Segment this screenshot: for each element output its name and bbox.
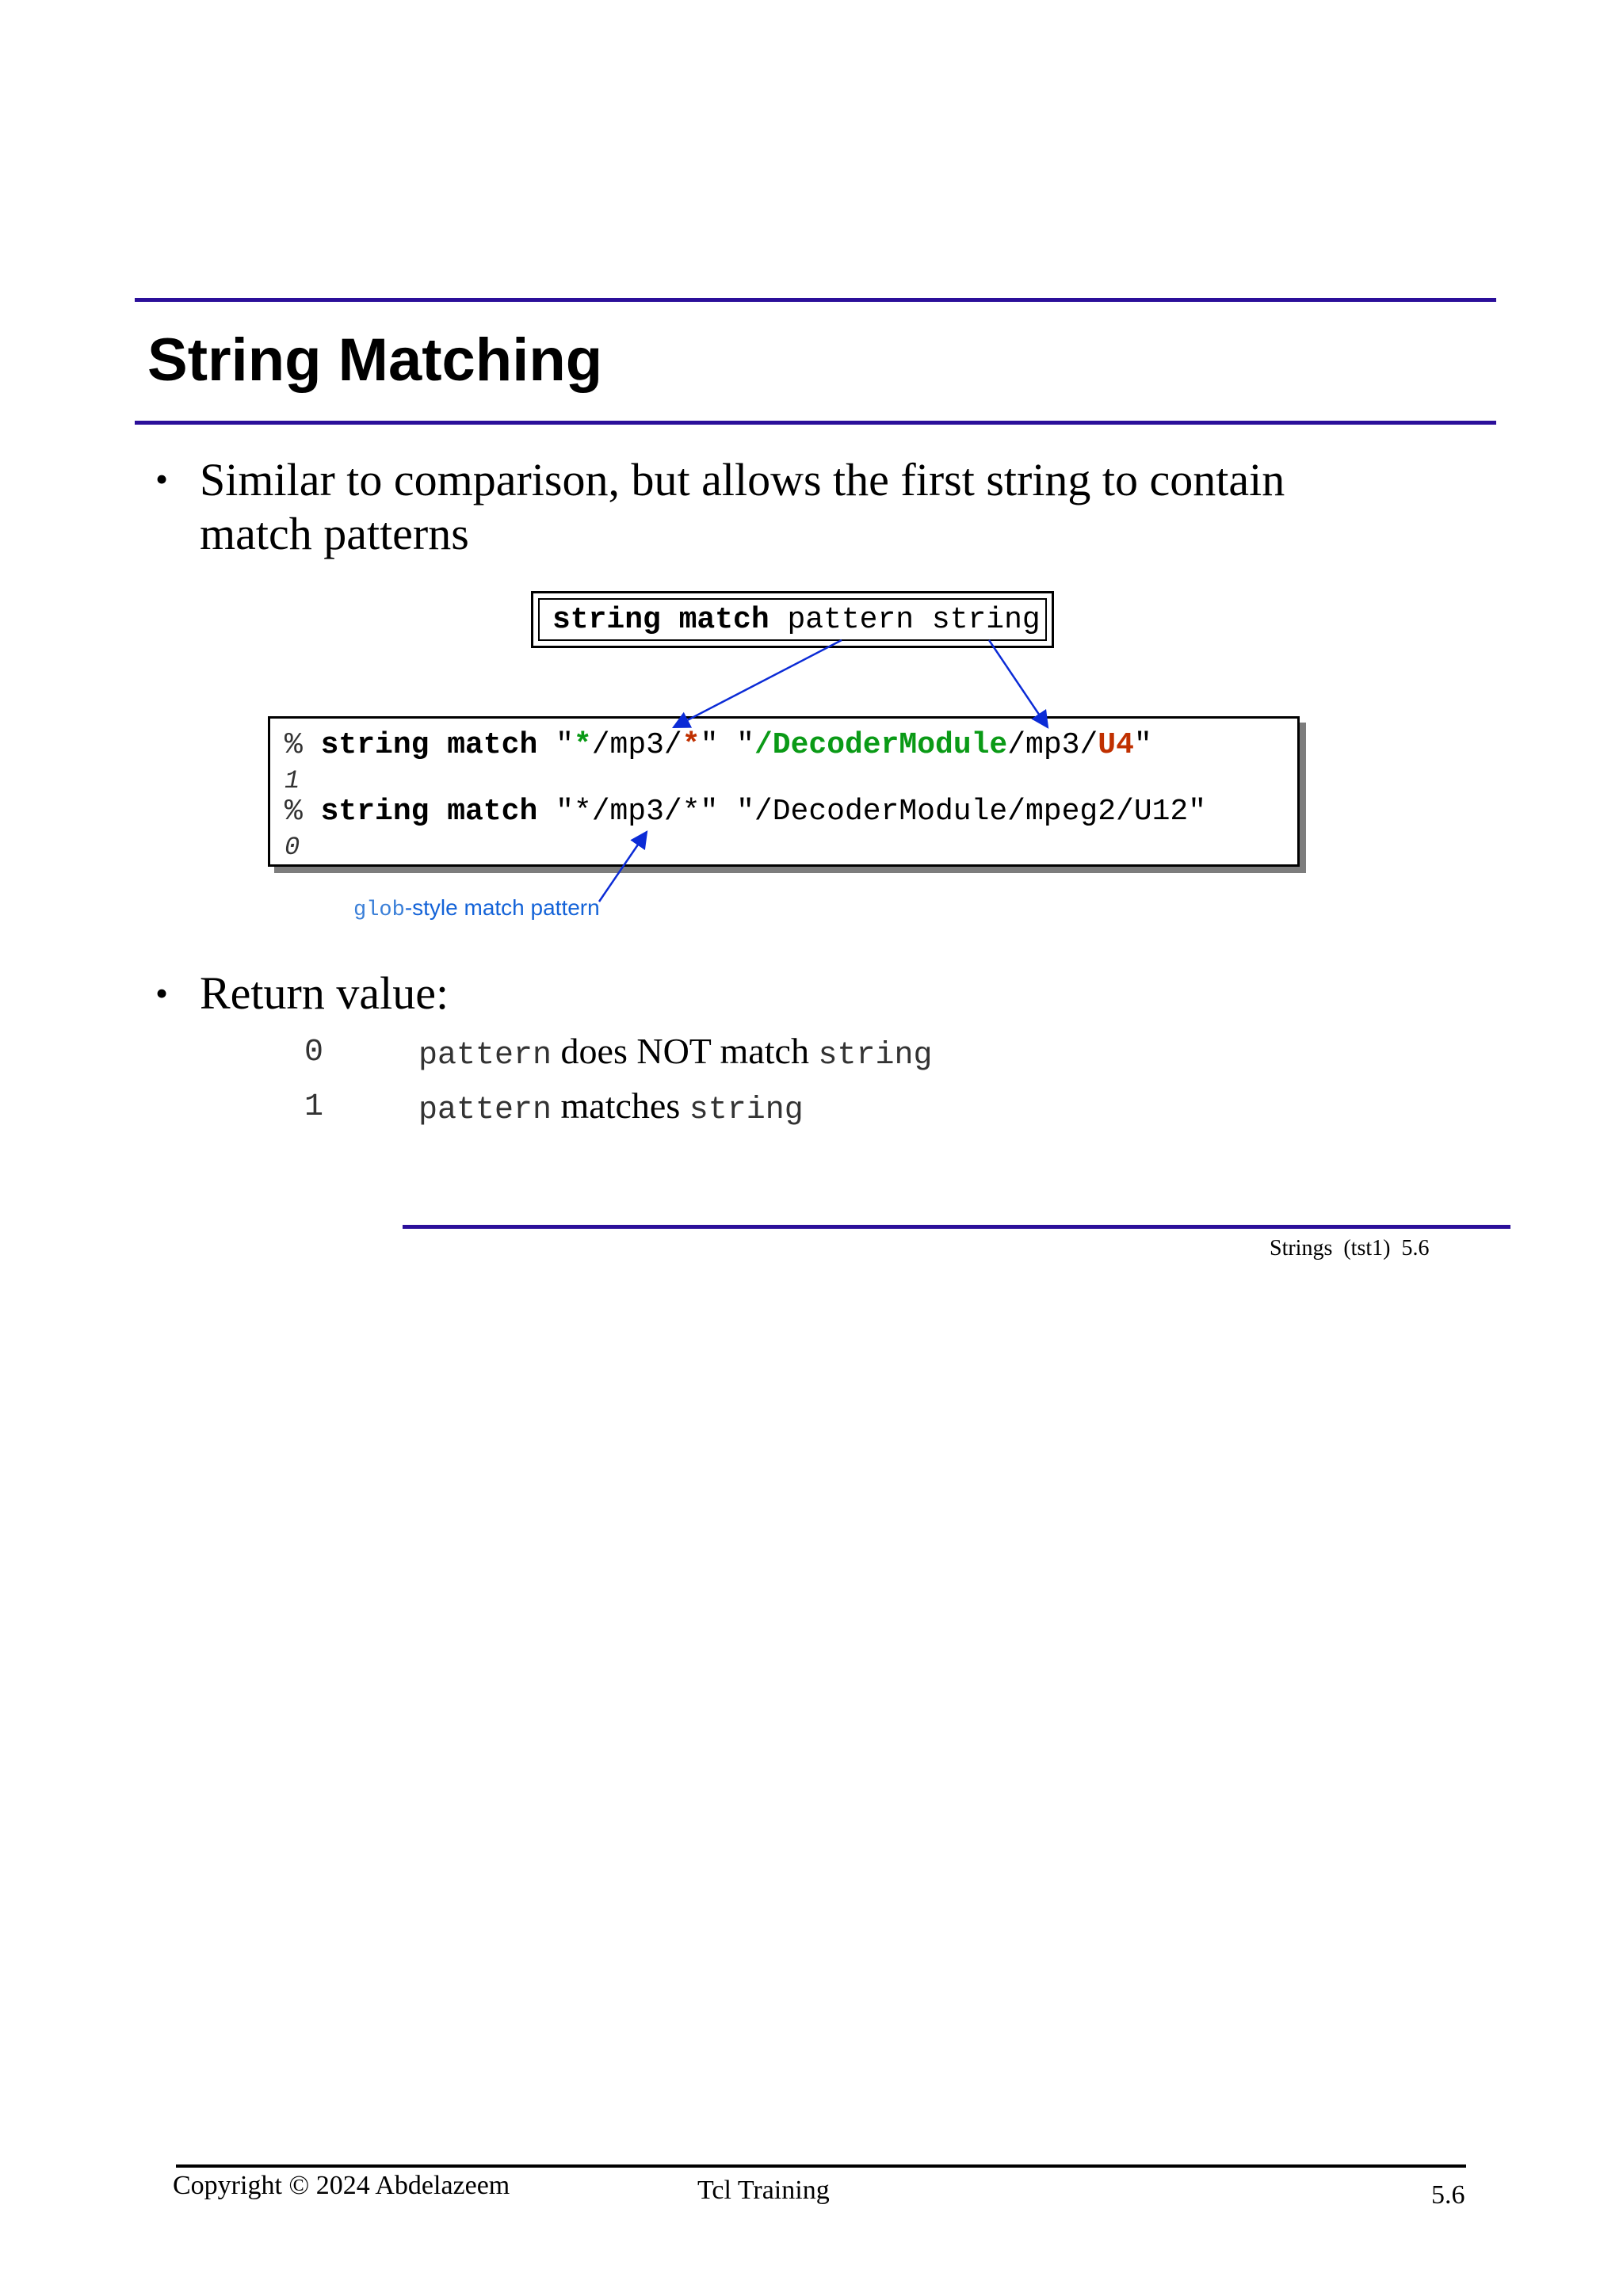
matched-segment-green: /DecoderModule: [754, 728, 1008, 762]
syntax-args: pattern string: [787, 603, 1041, 637]
return-desc-1: [418, 1085, 804, 1128]
bullet-return-value: Return value:: [200, 967, 449, 1019]
rv-word2: string: [689, 1093, 804, 1128]
example-cmd: string match: [320, 795, 538, 829]
arrow-pattern: [674, 640, 842, 727]
section-rule: [403, 1225, 1510, 1229]
return-desc-0: [418, 1030, 932, 1074]
glob-word: glob: [353, 898, 405, 922]
callout-text: -style match pattern: [404, 895, 600, 920]
footer-rule: [176, 2164, 1466, 2168]
return-code-0: 0: [304, 1035, 324, 1070]
return-code-1: 1: [304, 1089, 324, 1125]
example-cmd: string match: [320, 728, 538, 762]
quote-pair: " ": [700, 728, 754, 762]
copyright: Copyright © 2024 Abdelazeem: [173, 2171, 510, 2200]
rv-word2: string: [818, 1038, 933, 1074]
rv-word1: pattern: [418, 1038, 552, 1074]
bullet-dot: •: [155, 459, 169, 499]
path-mid: /mp3/: [1007, 728, 1098, 762]
bullet-text-line1: Similar to comparison, but allows the first string to contain: [200, 454, 1285, 505]
page-title: String Matching: [147, 326, 603, 394]
bullet-dot: •: [155, 973, 169, 1013]
example-result-1: 1: [285, 766, 300, 795]
prompt-symbol: %: [285, 795, 303, 829]
course-name: Tcl Training: [697, 2176, 830, 2205]
bullet-text-line2: match patterns: [200, 508, 469, 559]
example-result-2: 0: [285, 833, 300, 862]
arrow-string: [989, 640, 1048, 727]
matched-segment-red: U4: [1098, 728, 1134, 762]
glob-callout: [353, 895, 600, 922]
syntax-keyword: string match: [552, 603, 769, 637]
wildcard-star-green: *: [573, 728, 592, 762]
rv-word1: pattern: [418, 1093, 552, 1128]
rv-text: matches: [560, 1085, 681, 1126]
arrow-glob: [599, 832, 647, 902]
wildcard-star-red: *: [682, 728, 701, 762]
quote: ": [556, 728, 574, 762]
page-number: 5.6: [1431, 2180, 1465, 2210]
example-args: "*/mp3/*" "/DecoderModule/mpeg2/U12": [556, 795, 1207, 829]
quote-end: ": [1133, 728, 1152, 762]
pattern-mid: /mp3/: [591, 728, 682, 762]
prompt-symbol: %: [285, 728, 303, 762]
section-label: Strings (tst1) 5.6: [1270, 1236, 1430, 1261]
rv-text: does NOT match: [560, 1031, 809, 1071]
